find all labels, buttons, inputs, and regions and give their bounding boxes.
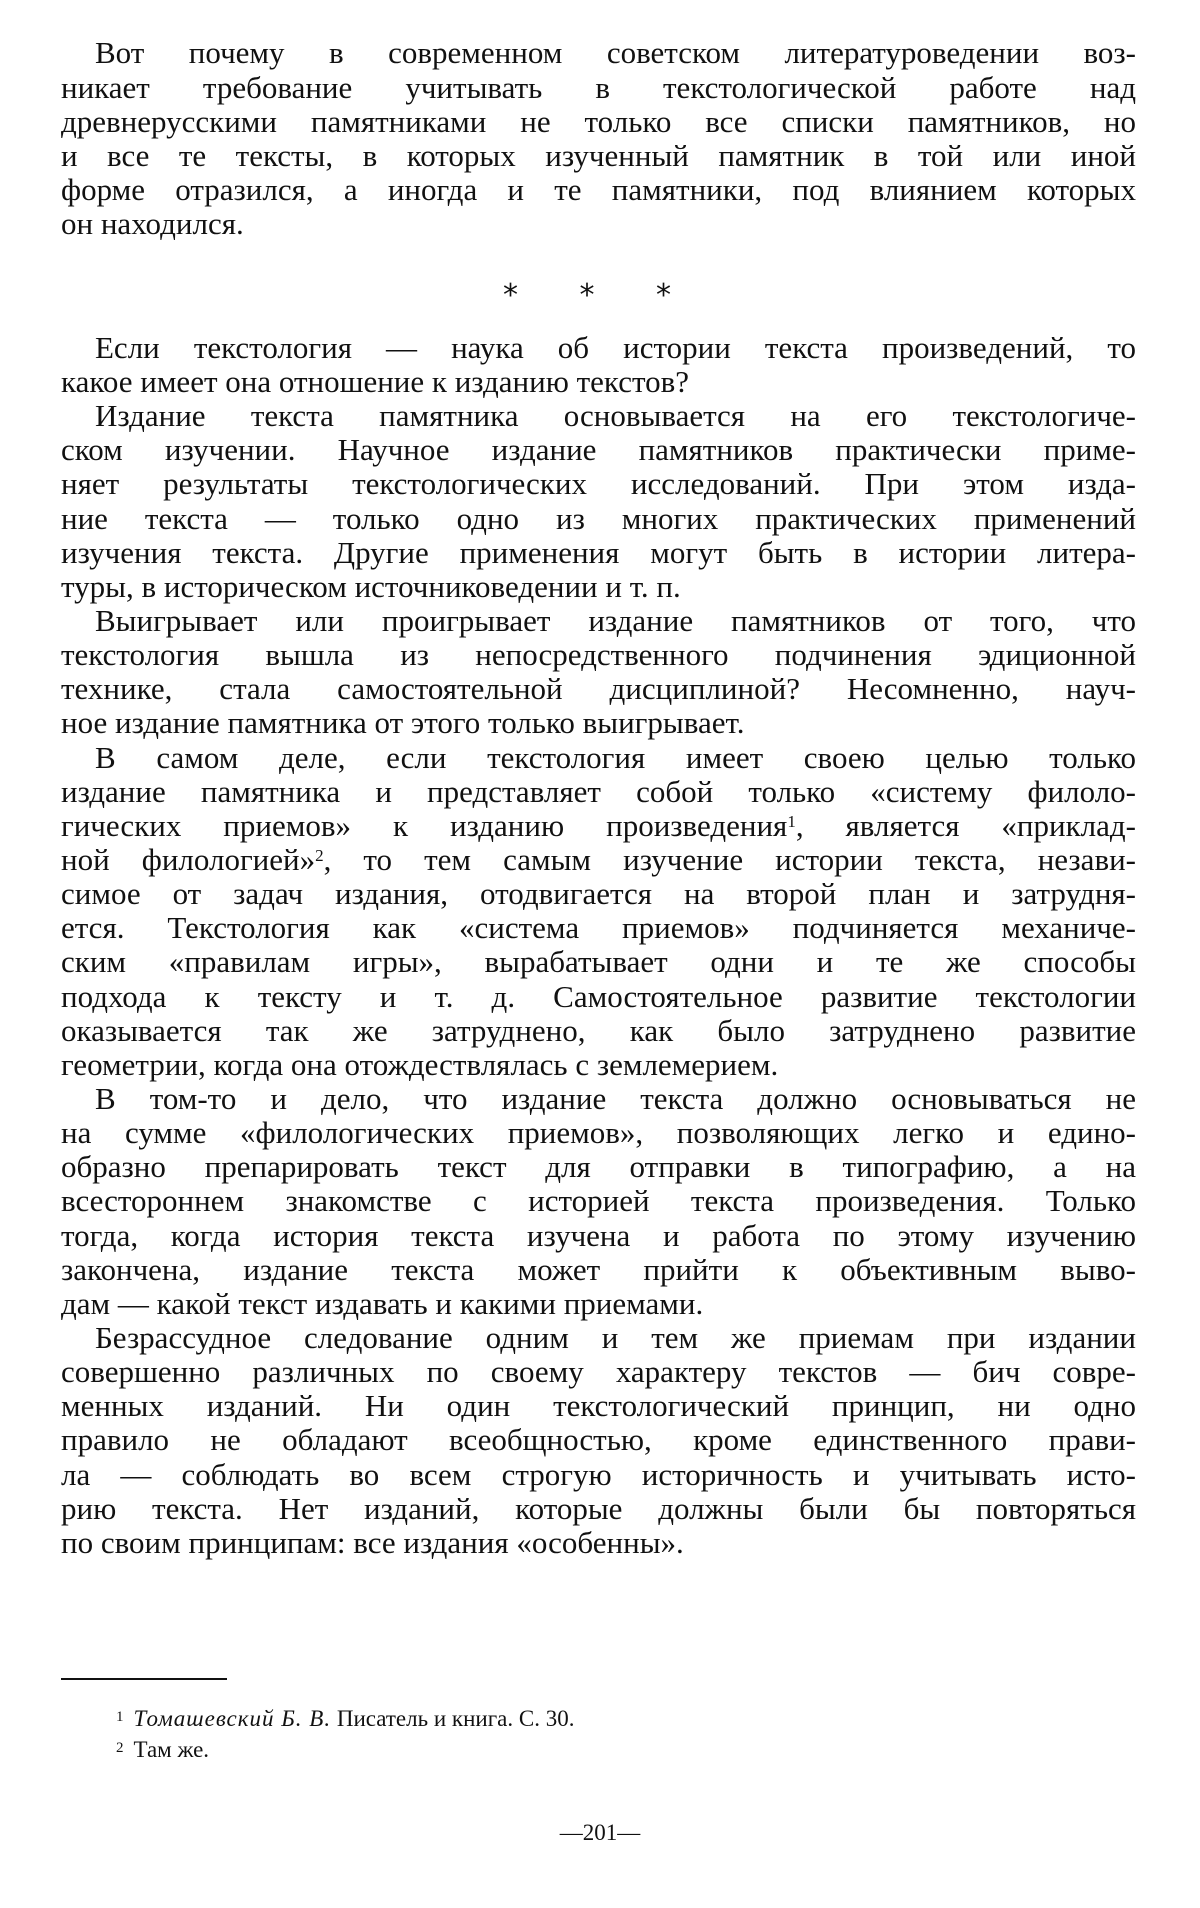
text-line: он находился. — [61, 206, 244, 241]
footnote-2 — [116, 1736, 209, 1764]
text-line: Если текстология — наука об истории текста произведений, то — [95, 330, 1136, 365]
text-line: технике, стала самостоятельной дисциплиной? Несомненно, науч- — [61, 671, 1136, 706]
text-line: изучения текста. Другие применения могут быть в истории литера- — [61, 535, 1136, 570]
footnote-number: 1 — [116, 1709, 124, 1725]
text-line: В самом деле, если текстология имеет своею целью только — [95, 740, 1136, 775]
footnote-text: Писатель и книга. С. 30. — [336, 1706, 575, 1731]
text-line: геометрии, когда она отождествлялась с землемерием. — [61, 1047, 779, 1082]
text-line: ским «правилам игры», вырабатывает одни и те же способы — [61, 944, 1136, 979]
footnote-ref: 1 — [787, 812, 796, 831]
text-fragment: гических приемов» к изданию произведения — [61, 808, 788, 843]
text-line: ное издание памятника от этого только выигрывает. — [61, 705, 745, 740]
text-line: какое имеет она отношение к изданию текстов? — [61, 364, 689, 399]
footnote-text: Там же. — [133, 1737, 210, 1762]
text-line: оказывается так же затруднено, как было затруднено развитие — [61, 1013, 1136, 1048]
text-line: древнерусскими памятниками не только все списки памятников, но — [61, 104, 1136, 139]
text-fragment: , то тем самым изучение истории текста, незави- — [323, 842, 1136, 877]
text-line: издание памятника и представляет собой только «систему филоло- — [61, 774, 1136, 809]
text-line: и все те тексты, в которых изученный памятник в той или иной — [61, 138, 1136, 173]
footnote-ref: 2 — [315, 846, 324, 865]
text-line: Вот почему в современном советском литературоведении воз- — [95, 35, 1136, 70]
text-line — [61, 808, 1136, 844]
footnote-1 — [116, 1705, 574, 1733]
text-line: на сумме «филологических приемов», позволяющих легко и едино- — [61, 1115, 1136, 1150]
text-line: Издание текста памятника основывается на его текстологиче- — [95, 398, 1136, 433]
footnote-author: Томашевский Б. В. — [133, 1706, 332, 1731]
text-line: В том-то и дело, что издание текста должно основываться не — [95, 1081, 1136, 1116]
text-line: туры, в историческом источниковедении и т. п. — [61, 569, 681, 604]
text-fragment: ной филологией» — [61, 842, 316, 877]
text-line: Выигрывает или проигрывает издание памятников от того, что — [95, 603, 1136, 638]
text-line: всестороннем знакомстве с историей текста произведения. Только — [61, 1183, 1136, 1218]
text-line: ется. Текстология как «система приемов» подчиняется механиче- — [61, 910, 1136, 945]
page-number: —201— — [559, 1820, 641, 1845]
text-line: образно препарировать текст для отправки в типографию, а на — [61, 1149, 1136, 1184]
text-line — [61, 842, 1136, 878]
text-line: симое от задач издания, отодвигается на второй план и затрудня- — [61, 876, 1136, 911]
text-line: правило не обладают всеобщностью, кроме единственного прави- — [61, 1422, 1136, 1457]
footnote-divider — [61, 1678, 227, 1680]
text-line: дам — какой текст издавать и какими приемами. — [61, 1286, 704, 1321]
text-line: ние текста — только одно из многих практических применений — [61, 501, 1136, 536]
text-line: тогда, когда история текста изучена и работа по этому изучению — [61, 1218, 1136, 1253]
text-line: текстология вышла из непосредственного подчинения эдиционной — [61, 637, 1136, 672]
text-line: подхода к тексту и т. д. Самостоятельное развитие текстологии — [61, 979, 1136, 1014]
section-separator: * * * — [502, 278, 698, 313]
text-line: форме отразился, а иногда и те памятники, под влиянием которых — [61, 172, 1136, 207]
text-line: рию текста. Нет изданий, которые должны были бы повторяться — [61, 1491, 1136, 1526]
text-line: няет результаты текстологических исследований. При этом изда- — [61, 466, 1136, 501]
text-line: менных изданий. Ни один текстологический принцип, ни одно — [61, 1388, 1136, 1423]
footnote-number: 2 — [116, 1740, 124, 1756]
text-line: ском изучении. Научное издание памятников практически приме- — [61, 432, 1136, 467]
text-line: ла — соблюдать во всем строгую историчность и учитывать исто- — [61, 1457, 1136, 1492]
text-line: Безрассудное следование одним и тем же приемам при издании — [95, 1320, 1136, 1355]
text-fragment: , является «приклад- — [795, 808, 1136, 843]
text-line: совершенно различных по своему характеру текстов — бич совре- — [61, 1354, 1136, 1389]
text-line: никает требование учитывать в текстологической работе над — [61, 70, 1136, 105]
text-line: закончена, издание текста может прийти к объективным выво- — [61, 1252, 1136, 1287]
text-line: по своим принципам: все издания «особенны». — [61, 1525, 684, 1560]
